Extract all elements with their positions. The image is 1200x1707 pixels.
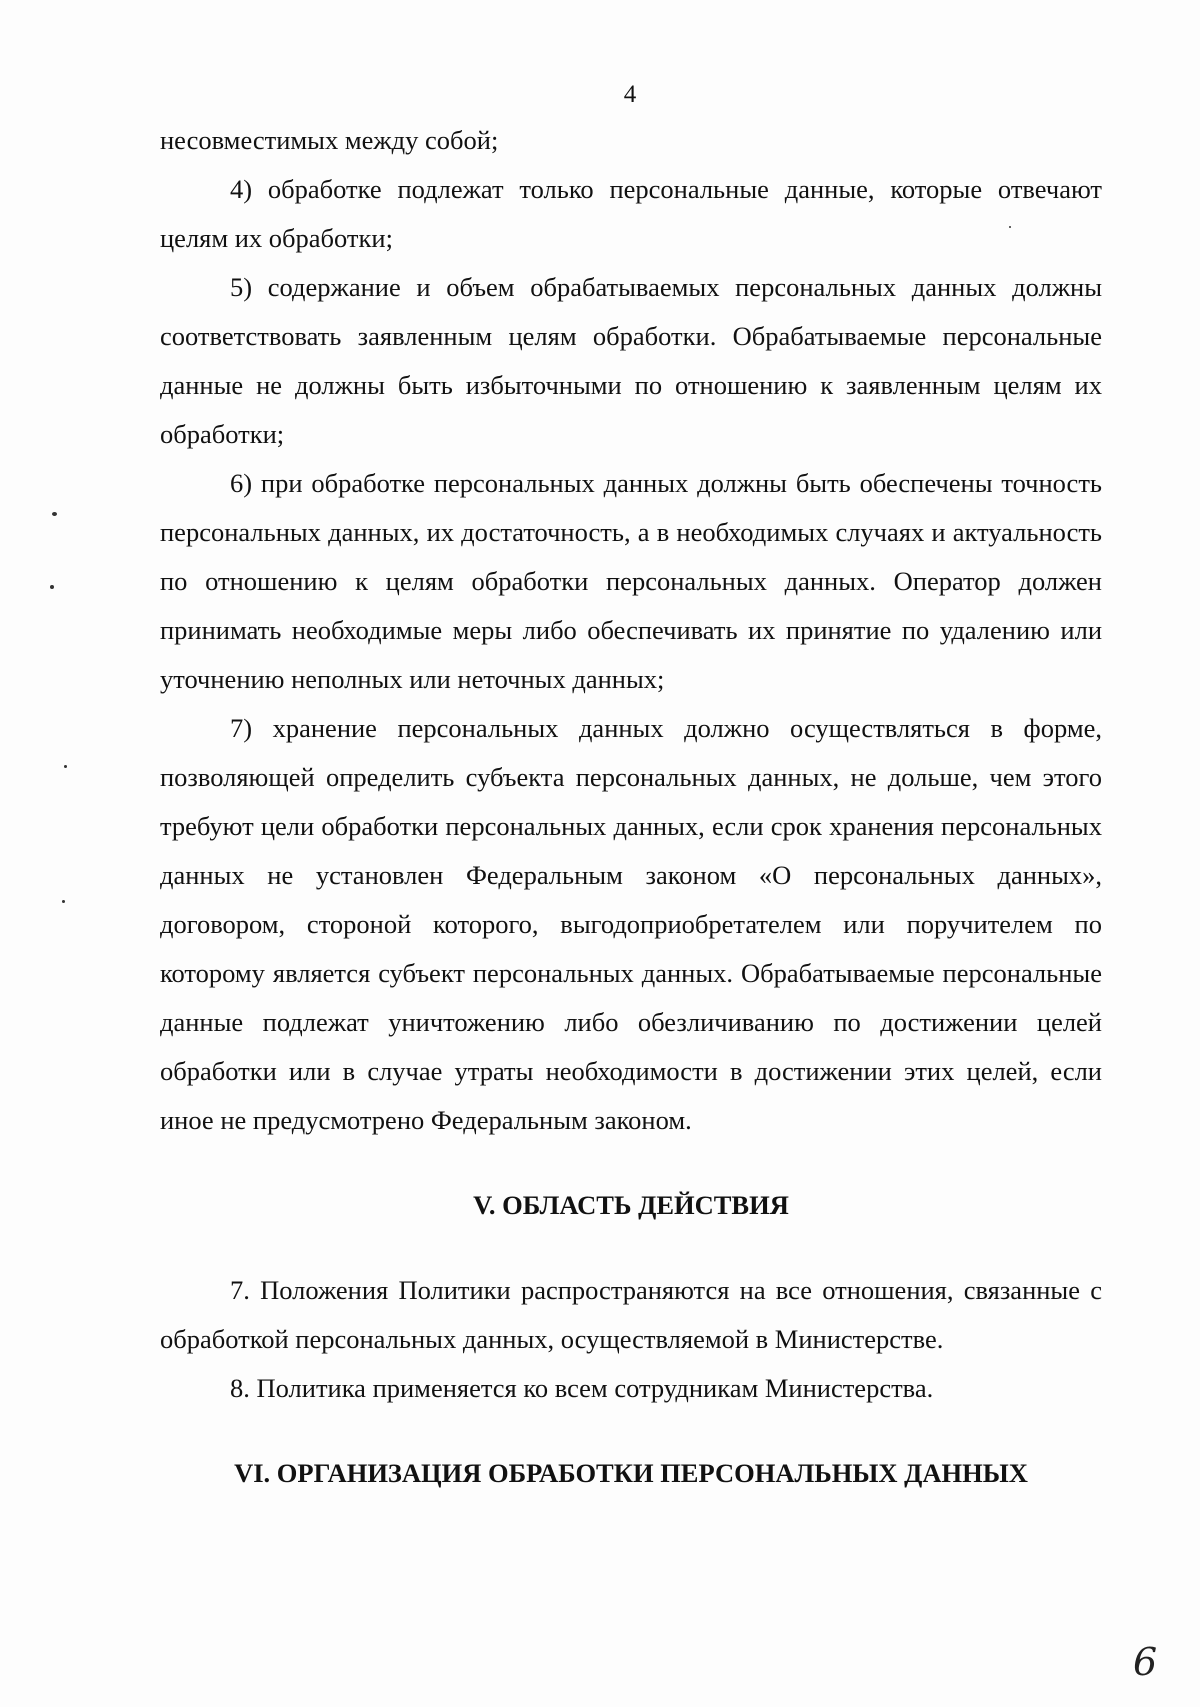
paragraph-item-5: 5) содержание и объем обрабатываемых персональных данных должны соответствовать заявленным целям обработки. Обрабатываемые персональные данные не должны быть избыточными по отношению к заявленным целям их обработки; [160, 272, 1102, 449]
scan-speck [50, 585, 54, 589]
section-v-item-7: 7. Положения Политики распространяются на все отношения, связанные с обработкой персональных данных, осуществляемой в Министерстве. [160, 1275, 1102, 1354]
section-vi-heading: VI. ОРГАНИЗАЦИЯ ОБРАБОТКИ ПЕРСОНАЛЬНЫХ ДАННЫХ [234, 1458, 1028, 1488]
scan-speck [62, 900, 65, 903]
page-number: 4 [623, 81, 637, 108]
paragraph-item-6: 6) при обработке персональных данных должны быть обеспечены точность персональных данных, их достаточность, а в необходимых случаях и актуальность по отношению к целям обработки персональных данных. Оператор должен принимать необходимые меры либо обеспечивать их принятие по удалению или уточнению неполных или неточных данных; [160, 468, 1102, 694]
section-v-item-8: 8. Политика применяется ко всем сотрудникам Министерства. [230, 1373, 934, 1403]
paragraph-item-4: 4) обработке подлежат только персональные данные, которые отвечают целям их обработки; [160, 174, 1102, 253]
scan-speck [64, 765, 67, 768]
paragraph-item-7: 7) хранение персональных данных должно осуществляться в форме, позволяющей определить субъекта персональных данных, не дольше, чем этого требуют цели обработки персональных данных, если срок хранения персональных данных не установлен Федеральным законом «О персональных данных», договором, стороной которого, выгодоприобретателем или поручителем по которому является субъект персональных данных. Обрабатываемые персональные данные подлежат уничтожению либо обезличиванию по достижении целей обработки или в случае утраты необходимости в достижении этих целей, если иное не предусмотрено Федеральным законом. [160, 713, 1102, 1135]
section-v-heading: V. ОБЛАСТЬ ДЕЙСТВИЯ [473, 1190, 789, 1220]
scan-speck [1009, 226, 1011, 228]
paragraph-continuation: несовместимых между собой; [160, 125, 499, 155]
document-body [160, 116, 1102, 1498]
scan-speck [52, 512, 57, 516]
handwritten-sheet-number: 6 [1133, 1640, 1158, 1684]
